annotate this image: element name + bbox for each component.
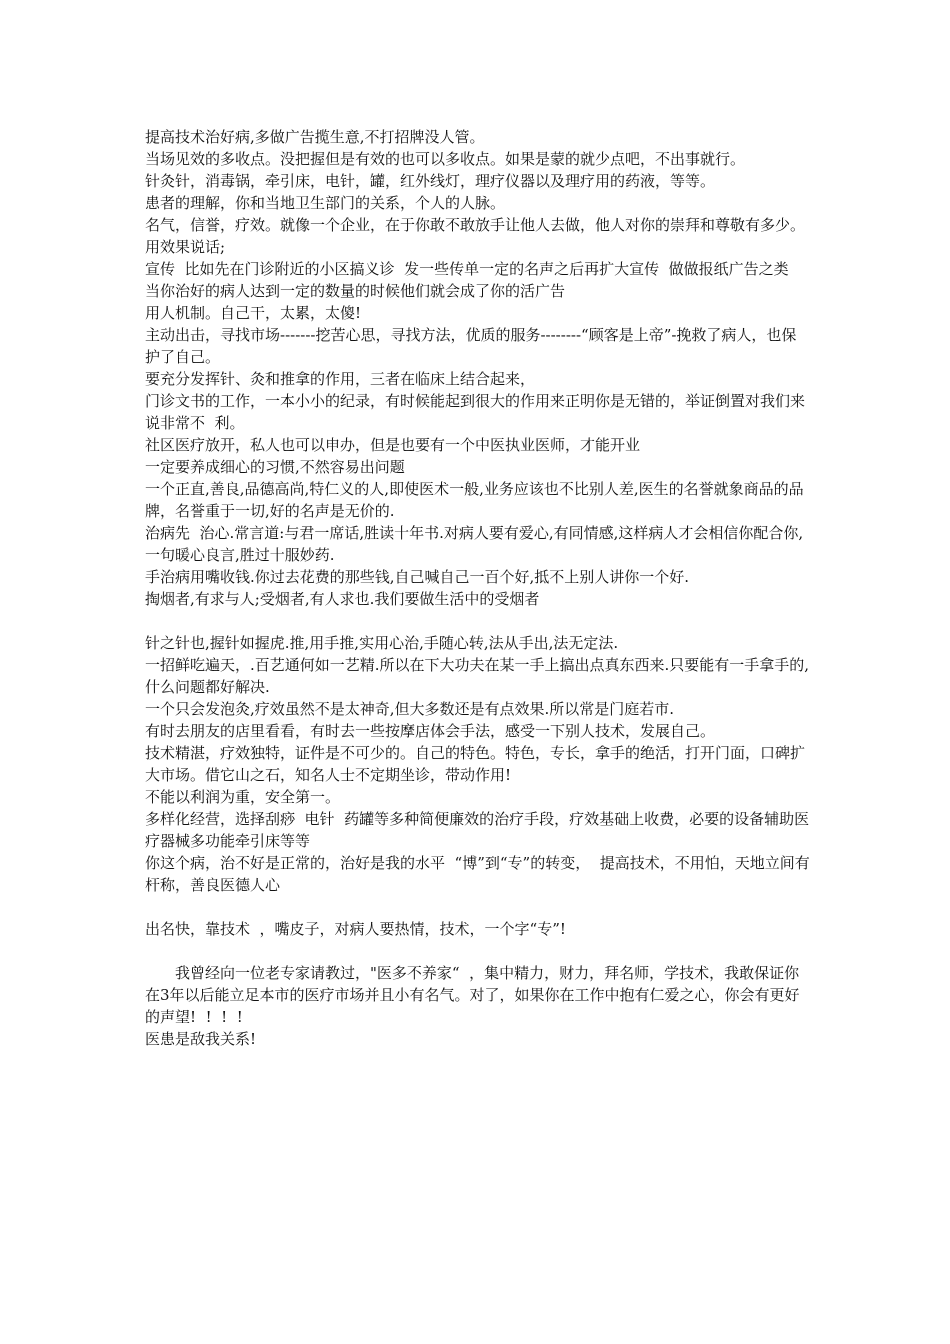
paragraph-23: 不能以利润为重，安全第一。	[145, 788, 341, 806]
paragraph-20: 一个只会发泡灸,疗效虽然不是太神奇,但大多数还是有点效果.所以常是门庭若市.	[145, 700, 675, 718]
paragraph-4: 患者的理解，你和当地卫生部门的关系，个人的人脉。	[145, 194, 506, 212]
paragraph-6: 用效果说话;	[145, 238, 226, 256]
paragraph-22: 技术精湛，疗效独特，证件是不可少的。自己的特色。特色，专长，拿手的绝活，打开门面，口碑扩大市场。借它山之石，知名人士不定期坐诊，带动作用!	[145, 744, 806, 784]
paragraph-10: 要充分发挥针、灸和推拿的作用，三者在临床上结合起来，	[145, 370, 536, 388]
paragraph-9: 主动出击，寻找市场-------挖苦心思，寻找方法，优质的服务--------“顾客是上帝”-挽救了病人，也保护了自己。	[145, 326, 797, 366]
paragraph-24: 多样化经营，选择刮痧 电针 药罐等多种简便廉效的治疗手段，疗效基础上收费，必要的设备辅助医疗器械多功能牵引床等等	[145, 810, 810, 850]
paragraph-26: 出名快，靠技术 ，嘴皮子，对病人要热情，技术，一个字“专”!	[145, 920, 566, 938]
paragraph-14: 一个正直,善良,品德高尚,特仁义的人,即使医术一般,业务应该也不比别人差,医生的名誉就象商品的品牌，名誉重于一切,好的名声是无价的.	[145, 480, 804, 520]
blank-line	[145, 610, 810, 632]
paragraph-1: 提高技术治好病,多做广告揽生意,不打招牌没人管。	[145, 128, 485, 146]
paragraph-7: 宣传 比如先在门诊附近的小区搞义诊 发一些传单一定的名声之后再扩大宣传 做做报纸广告之类 当你治好的病人达到一定的数量的时候他们就会成了你的活广告	[145, 260, 799, 300]
paragraph-2: 当场见效的多收点。没把握但是有效的也可以多收点。如果是蒙的就少点吧，不出事就行。	[145, 150, 746, 168]
paragraph-21: 有时去朋友的店里看看，有时去一些按摩店体会手法，感受一下别人技术，发展自己。	[145, 722, 716, 740]
paragraph-16: 手治病用嘴收钱.你过去花费的那些钱,自己喊自己一百个好,抵不上别人讲你一个好.	[145, 568, 690, 586]
paragraph-5: 名气，信誉，疗效。就像一个企业，在于你敢不敢放手让他人去做，他人对你的崇拜和尊敬有多少。	[145, 216, 806, 234]
paragraph-19: 一招鲜吃遍天，.百艺通何如一艺精.所以在下大功夫在某一手上搞出点真东西来.只要能有一手拿手的,什么问题都好解决.	[145, 656, 810, 696]
paragraph-27: 我曾经向一位老专家请教过，"医多不养家“ ，集中精力，财力，拜名师，学技术，我敢保证你在3年以后能立足本市的医疗市场并且小有名气。对了，如果你在工作中抱有仁爱之心，你会有更好的声望! ! ! !	[145, 964, 800, 1026]
paragraph-28: 医患是敌我关系!	[145, 1030, 257, 1048]
blank-line	[145, 940, 810, 962]
paragraph-13: 一定要养成细心的习惯,不然容易出问题	[145, 458, 405, 476]
blank-line	[145, 896, 810, 918]
paragraph-12: 社区医疗放开，私人也可以申办，但是也要有一个中医执业医师，才能开业	[145, 436, 641, 454]
paragraph-17: 掏烟者,有求与人;受烟者,有人求也.我们要做生活中的受烟者	[145, 590, 540, 608]
paragraph-11: 门诊文书的工作，一本小小的纪录，有时候能起到很大的作用来正明你是无错的，举证倒置对我们来说非常不 利。	[145, 392, 806, 432]
document-body	[145, 126, 810, 1050]
paragraph-8: 用人机制。自己干，太累，太傻!	[145, 304, 362, 322]
paragraph-15: 治病先 治心.常言道:与君一席话,胜读十年书.对病人要有爱心,有同情感,这样病人才会相信你配合你,一句暖心良言,胜过十服妙药.	[145, 524, 804, 564]
paragraph-3: 针灸针，消毒锅，牵引床，电针，罐，红外线灯，理疗仪器以及理疗用的药液，等等。	[145, 172, 716, 190]
paragraph-18: 针之针也,握针如握虎.推,用手推,实用心治,手随心转,法从手出,法无定法.	[145, 634, 619, 652]
paragraph-25: 你这个病，治不好是正常的，治好是我的水平 “博”到“专”的转变， 提高技术，不用怕，天地立间有杆称，善良医德人心	[145, 854, 810, 894]
